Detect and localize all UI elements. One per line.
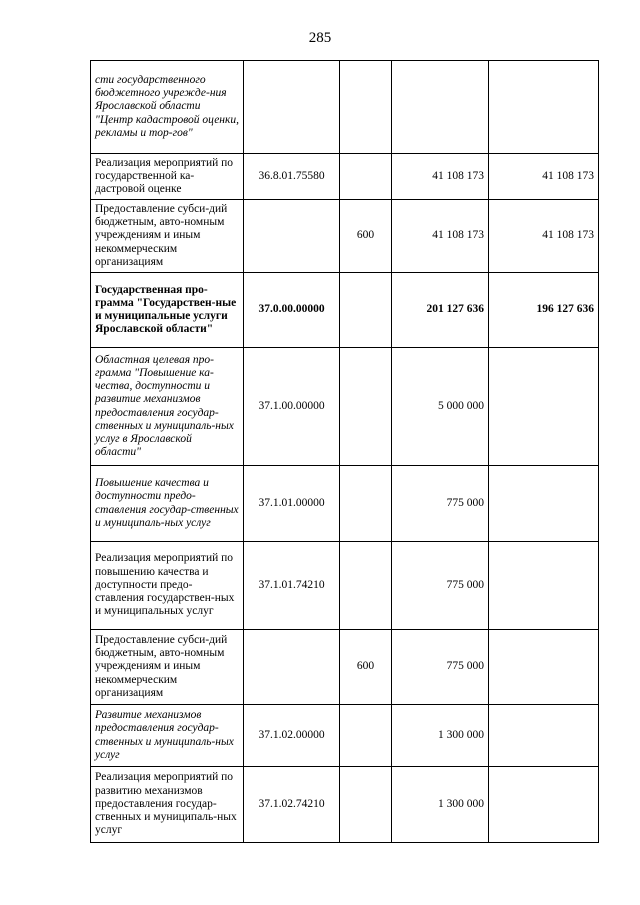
row-sum-1: 1 300 000 [392, 767, 489, 843]
row-sum-1: 41 108 173 [392, 200, 489, 273]
row-sum-2 [489, 630, 599, 705]
row-expense-type [340, 466, 392, 542]
row-expense-type [340, 154, 392, 200]
row-expense-type: 600 [340, 200, 392, 273]
row-name: Реализация мероприятий по повышению качества и доступности предо-ставления государствен-ных и муниципальных услуг [91, 542, 244, 630]
row-sum-1: 775 000 [392, 542, 489, 630]
row-code: 37.1.02.00000 [244, 705, 340, 767]
row-sum-2 [489, 348, 599, 466]
row-code [244, 630, 340, 705]
row-expense-type [340, 705, 392, 767]
table-row [91, 542, 599, 630]
table-row [91, 767, 599, 843]
row-expense-type [340, 767, 392, 843]
row-sum-2 [489, 767, 599, 843]
row-name: Повышение качества и доступности предо-ставления государ-ственных и муниципаль-ных услуг [91, 466, 244, 542]
row-name: сти государственного бюджетного учрежде-ния Ярославской области "Центр кадастровой оценки, рекламы и тор-гов" [91, 61, 244, 154]
row-code: 37.1.01.74210 [244, 542, 340, 630]
table-row [91, 466, 599, 542]
row-code: 37.1.01.00000 [244, 466, 340, 542]
row-name: Реализация мероприятий по государственной ка-дастровой оценке [91, 154, 244, 200]
row-code: 37.1.00.00000 [244, 348, 340, 466]
row-sum-2 [489, 466, 599, 542]
row-sum-1: 775 000 [392, 630, 489, 705]
table-row [91, 200, 599, 273]
row-expense-type [340, 348, 392, 466]
row-sum-1 [392, 61, 489, 154]
row-name: Развитие механизмов предоставления государ-ственных и муниципаль-ных услуг [91, 705, 244, 767]
table-row [91, 154, 599, 200]
budget-table [90, 60, 599, 843]
table-row [91, 61, 599, 154]
page-number: 285 [308, 30, 332, 46]
row-expense-type: 600 [340, 630, 392, 705]
row-sum-1: 201 127 636 [392, 273, 489, 348]
row-code [244, 200, 340, 273]
row-sum-2: 196 127 636 [489, 273, 599, 348]
row-name: Областная целевая про-грамма "Повышение ка-чества, доступности и развитие механизмов предоставления государ-ственных и муниципаль-ных услуг в Ярославской области" [91, 348, 244, 466]
row-sum-2 [489, 61, 599, 154]
row-sum-2: 41 108 173 [489, 200, 599, 273]
row-sum-1: 775 000 [392, 466, 489, 542]
row-code: 36.8.01.75580 [244, 154, 340, 200]
row-sum-1: 5 000 000 [392, 348, 489, 466]
row-sum-2 [489, 705, 599, 767]
row-sum-1: 41 108 173 [392, 154, 489, 200]
row-sum-2 [489, 542, 599, 630]
table-row [91, 348, 599, 466]
row-name: Государственная про-грамма "Государствен-ные и муниципальные услуги Ярославской области" [91, 273, 244, 348]
row-expense-type [340, 273, 392, 348]
row-name: Предоставление субси-дий бюджетным, авто-номным учреждениям и иным некоммерческим организациям [91, 200, 244, 273]
row-name: Предоставление субси-дий бюджетным, авто-номным учреждениям и иным некоммерческим организациям [91, 630, 244, 705]
table-row [91, 705, 599, 767]
row-expense-type [340, 542, 392, 630]
row-name: Реализация мероприятий по развитию механизмов предоставления государ-ственных и муниципаль-ных услуг [91, 767, 244, 843]
row-code [244, 61, 340, 154]
row-code: 37.0.00.00000 [244, 273, 340, 348]
row-sum-2: 41 108 173 [489, 154, 599, 200]
row-sum-1: 1 300 000 [392, 705, 489, 767]
row-code: 37.1.02.74210 [244, 767, 340, 843]
row-expense-type [340, 61, 392, 154]
table-row [91, 630, 599, 705]
table-row [91, 273, 599, 348]
